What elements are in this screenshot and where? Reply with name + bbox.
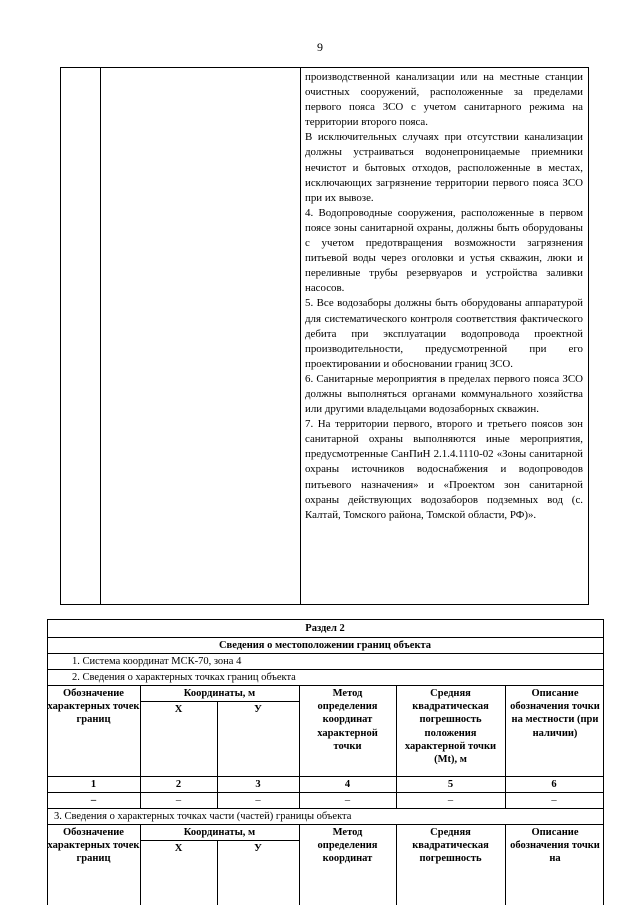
paragraph: В исключительных случаях при отсутствии канализации должны устраиваться водонепроницаемые приемники нечистот и бытовых отходов, расположенные в местах, исключающих загрязнение территории первого пояса ЗСО при их вывозе. <box>305 131 583 204</box>
column-number: 6 <box>551 779 557 790</box>
header-coordinates: Координаты, м <box>183 688 256 699</box>
paragraph: производственной канализации или на местные станции очистных сооружений, расположенные за пределами первого пояса ЗСО с учетом санитарного режима на территории второго пояса. <box>305 71 583 129</box>
column-number: 1 <box>90 779 97 790</box>
table-cell: – <box>90 795 97 806</box>
requirements-text <box>305 70 583 523</box>
paragraph: 7. На территории первого, второго и третьего поясов зон санитарной охраны выполняются иные мероприятия, предусмотренные СанПиН 2.1.4.1110-02 «Зоны санитарной охраны источников водоснабжения и водопроводов питьевого назначения» и «Проектом зон санитарной охраны действующих водозаборов подземных вод (с. Калтай, Томского района, Томской области, РФ)». <box>305 418 583 521</box>
paragraph: 6. Санитарные мероприятия в пределах первого пояса ЗСО должны выполняться органами коммунального хозяйства или другими владельцами водозаборных скважин. <box>305 372 583 416</box>
header-description: Описание обозначения точки на <box>510 827 600 865</box>
header-y: У <box>254 843 262 854</box>
table-cell: – <box>344 795 351 806</box>
header-x: Х <box>174 704 183 715</box>
header-rms-error: Средняя квадратическая погрешность положения характерной точки (Мt), м <box>404 688 497 766</box>
column-number: 5 <box>447 779 454 790</box>
header-method: Метод определения координат характерной точки <box>317 688 378 752</box>
table-cell: – <box>551 795 557 806</box>
section-subtitle: Сведения о местоположении границ объекта <box>218 640 432 651</box>
column-number: 4 <box>344 779 351 790</box>
header-rms-error: Средняя квадратическая погрешность <box>412 827 489 865</box>
column-number: 2 <box>175 779 182 790</box>
page-number: 9 <box>317 40 323 54</box>
boundary-points-heading: 2. Сведения о характерных точках границ объекта <box>72 672 296 683</box>
header-description: Описание обозначения точки на местности (при наличии) <box>510 688 600 739</box>
table-cell: – <box>175 795 182 806</box>
header-method: Метод определения координат <box>317 827 378 865</box>
section-title: Раздел 2 <box>305 623 345 634</box>
table-cell: – <box>255 795 261 806</box>
header-coordinates: Координаты, м <box>183 827 256 838</box>
header-y: У <box>254 704 262 715</box>
column-number: 3 <box>255 779 261 790</box>
header-point-designation: Обозначение характерных точек границ <box>47 688 140 726</box>
table-cell: – <box>447 795 454 806</box>
coordinate-system: 1. Система координат МСК-70, зона 4 <box>72 656 242 667</box>
paragraph: 4. Водопроводные сооружения, расположенные в первом поясе зоны санитарной охраны, должны быть оборудованы с учетом предотвращения возможности загрязнения питьевой воды через оголовки и устья скважин, люки и переливные трубы резервуаров и устройства заливки насосов. <box>305 206 583 295</box>
partial-boundary-heading: 3. Сведения о характерных точках части (частей) границы объекта <box>54 811 352 822</box>
header-x: Х <box>174 843 183 854</box>
paragraph: 5. Все водозаборы должны быть оборудованы аппаратурой для систематического контроля соответствия фактического дебита при эксплуатации водопровода проектной производительности, предусмотренной при его проектировании и обосновании границ ЗСО. <box>305 297 583 370</box>
header-point-designation: Обозначение характерных точек границ <box>47 827 140 865</box>
